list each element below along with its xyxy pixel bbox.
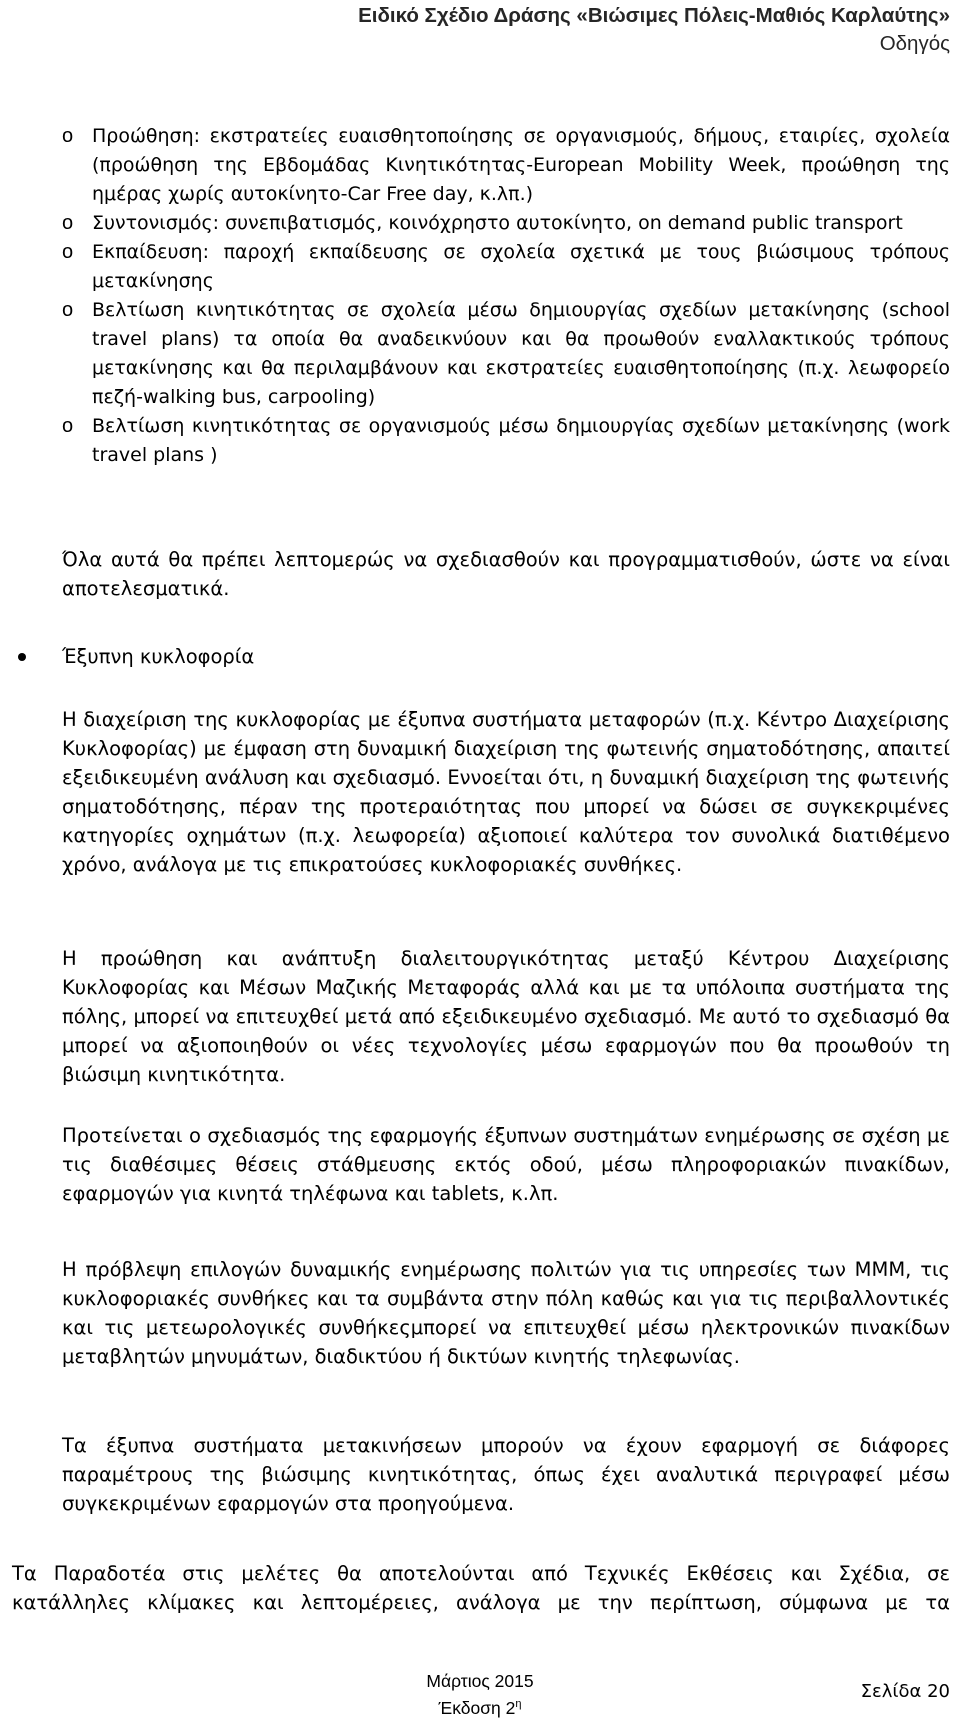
paragraph-deliverables: Τα Παραδοτέα στις μελέτες θα αποτελούνται από Τεχνικές Εκθέσεις και Σχέδια, σε κατάλληλες κλίμακες και λεπτομέρειες, ανάλογα με την περίπτωση, σύμφωνα με τα: [12, 1562, 950, 1614]
circle-bullet-icon: o: [62, 125, 74, 147]
list-item-text: Βελτίωση κινητικότητας σε σχολεία μέσω δημιουργίας σχεδίων μετακίνησης (school travel plans) τα οποία θα αναδεικνύουν και θα προωθούν εναλλακτικούς τρόπους μετακίνησης και θα περιλαμβάνουν και εκστρατείες ευαισθητοποίησης (π.χ. λεωφορείο πεζή-walking bus, carpooling): [92, 299, 950, 408]
list-item-text: Προώθηση: εκστρατείες ευαισθητοποίησης σε οργανισμούς, δήμους, εταιρίες, σχολεία (προώθηση της Εβδομάδας Κινητικότητας-European Mobility Week, προώθηση της ημέρας χωρίς αυτοκίνητο-Car Free day, κ.λπ.): [92, 125, 950, 205]
list-item-text: Συντονισμός: συνεπιβατισμός, κοινόχρηστο αυτοκίνητο, on demand public transport: [92, 212, 903, 234]
paragraph-planning: Όλα αυτά θα πρέπει λεπτομερώς να σχεδιασθούν και προγραμματισθούν, ώστε να είναι αποτελεσματικά.: [62, 548, 950, 600]
list-item: [62, 412, 950, 470]
list-item: [62, 296, 950, 412]
paragraph-smart-systems: Τα έξυπνα συστήματα μετακινήσεων μπορούν να έχουν εφαρμογή σε διάφορες παραμέτρους της βιώσιμης κινητικότητας, όπως έχει αναλυτικά περιγραφεί μέσω συγκεκριμένων εφαρμογών στα προηγούμενα.: [62, 1434, 950, 1515]
circle-bullet-icon: o: [62, 241, 74, 263]
list-item: [62, 209, 950, 238]
circle-bullet-icon: o: [62, 415, 74, 437]
footer-date: Μάρτιος 2015: [426, 1671, 534, 1691]
sub-bullet-list: [62, 122, 950, 470]
list-item: [62, 122, 950, 209]
circle-bullet-icon: o: [62, 212, 74, 234]
section-heading-smart-traffic: Έξυπνη κυκλοφορία: [62, 645, 255, 668]
list-item-text: Βελτίωση κινητικότητας σε οργανισμούς μέσω δημιουργίας σχεδίων μετακίνησης (work travel plans ): [92, 415, 950, 466]
document-subtitle: Οδηγός: [879, 32, 950, 55]
page-number: Σελίδα 20: [860, 1681, 950, 1702]
document-title: Ειδικό Σχέδιο Δράσης «Βιώσιμες Πόλεις-Μαθιός Καρλαύτης»: [358, 4, 950, 27]
paragraph-interoperability: Η προώθηση και ανάπτυξη διαλειτουργικότητας μεταξύ Κέντρου Διαχείρισης Κυκλοφορίας και Μέσων Μαζικής Μεταφοράς αλλά και με τα υπόλοιπα συστήματα της πόλης, μπορεί να επιτευχθεί μετά από εξειδικευμένο σχεδιασμό. Με αυτό το σχεδιασμό θα μπορεί να αξιοποιηθούν οι νέες τεχνολογίες μέσω εφαρμογών που θα προωθούν τη βιώσιμη κινητικότητα.: [62, 947, 950, 1086]
footer-edition: Έκδοση $2^\eta$: [438, 1697, 522, 1718]
list-item-text: Εκπαίδευση: παροχή εκπαίδευσης σε σχολεία σχετικά με τους βιώσιμους τρόπους μετακίνησης: [92, 241, 950, 292]
bullet-dot-icon: [18, 653, 26, 661]
paragraph-parking-info: Προτείνεται ο σχεδιασμός της εφαρμογής έξυπνων συστημάτων ενημέρωσης σε σχέση με τις διαθέσιμες θέσεις στάθμευσης εκτός οδού, μέσω πληροφοριακών πινακίδων, εφαρμογών για κινητά τηλέφωνα και tablets, κ.λπ.: [62, 1124, 950, 1205]
list-item: [62, 238, 950, 296]
paragraph-dynamic-info: Η πρόβλεψη επιλογών δυναμικής ενημέρωσης πολιτών για τις υπηρεσίες των ΜΜΜ, τις κυκλοφοριακές συνθήκες και τα συμβάντα στην πόλη καθώς και για τις περιβαλλοντικές και τις μετεωρολογικές συνθήκεςμπορεί να επιτευχθεί μέσω ηλεκτρονικών πινακίδων μεταβλητών μηνυμάτων, διαδικτύου ή δικτύων κινητής τηλεφωνίας.: [62, 1258, 950, 1368]
paragraph-traffic-management: Η διαχείριση της κυκλοφορίας με έξυπνα συστήματα μεταφορών (π.χ. Κέντρο Διαχείρισης Κυκλοφορίας) με έμφαση στη δυναμική διαχείριση της φωτεινής σηματοδότησης, απαιτεί εξειδικευμένη ανάλυση και σχεδιασμό. Εννοείται ότι, η δυναμική διαχείριση της φωτεινής σηματοδότησης, πέραν της προτεραιότητας που μπορεί να δώσει σε συγκεκριμένες κατηγορίες οχημάτων (π.χ. λεωφορεία) αξιοποιεί καλύτερα τον συνολικά διατιθέμενο χρόνο, ανάλογα με τις επικρατούσες κυκλοφοριακές συνθήκες.: [62, 708, 950, 876]
circle-bullet-icon: o: [62, 299, 74, 321]
page-footer-center: [0, 1670, 960, 1720]
